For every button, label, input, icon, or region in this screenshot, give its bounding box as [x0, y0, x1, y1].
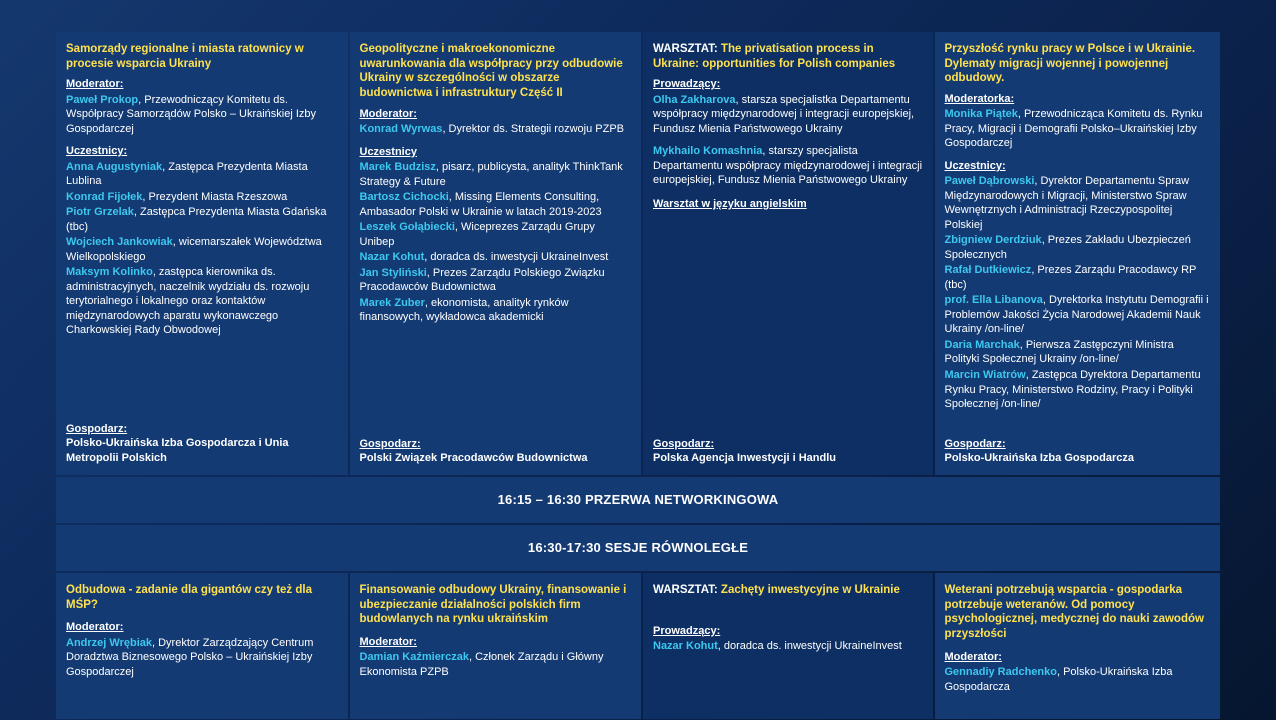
person-role: , Wiceprezes Zarządu Grupy Unibep — [359, 221, 595, 248]
participant-entry — [66, 265, 338, 338]
person-role: , Pierwsza Zastępczyni Ministra Polityki Społecznej Ukrainy /on-line/ — [944, 338, 1174, 366]
moderator-label: Moderatorka: — [944, 93, 1015, 106]
participant-entry — [360, 190, 632, 219]
person-name: Rafał Dutkiewicz — [944, 264, 1032, 277]
lead-entry — [653, 144, 923, 188]
participant-entry — [66, 160, 338, 189]
person-name: Zbigniew Derdziuk — [944, 234, 1042, 247]
moderator-entry — [66, 93, 338, 137]
person-name: Konrad Wyrwas — [359, 123, 443, 136]
person-role: , Dyrektor ds. Strategii rozwoju PZPB — [442, 123, 624, 136]
person-name: Damian Kaźmierczak — [359, 651, 469, 664]
person-role: , Przewodniczący Komitetu ds. Współpracy Samorządów Polsko – Ukraińskiej Izby Gospodarczej — [66, 93, 317, 135]
session-title: Finansowanie odbudowy Ukrainy, finansowanie i ubezpieczanie działalności polskich firm budowlanych na rynku ukraińskim — [359, 584, 627, 626]
session-card-zachety-workshop — [643, 573, 933, 719]
person-name: Konrad Fijołek — [66, 190, 143, 203]
bottom-session-row — [56, 573, 1220, 719]
session-card-weterani — [935, 573, 1221, 719]
participant-entry — [945, 368, 1211, 412]
person-role: , Prezes Zarządu Polskiego Związku Pracodawców Budownictwa — [359, 266, 605, 294]
person-name: Piotr Grzelak — [66, 206, 134, 219]
person-role: , Zastępca Dyrektora Departamentu Rynku Pracy, Ministerstwo Rodziny, Pracy i Polityki Społecznej /on-line/ — [944, 369, 1201, 411]
participant-entry — [360, 266, 632, 295]
session-title-main: The privatisation process in Ukraine: opportunities for Polish companies — [653, 43, 896, 70]
host-label: Gospodarz: — [359, 437, 421, 450]
workshop-label: WARSZTAT: — [653, 43, 718, 55]
session-title-main: Zachęty inwestycyjne w Ukrainie — [717, 584, 900, 596]
person-name: Nazar Kohut — [653, 640, 718, 653]
person-name: Maksym Kolinko — [66, 266, 153, 279]
moderator-label: Moderator: — [359, 107, 417, 120]
session-title — [653, 42, 923, 71]
host-value: Polsko-Ukraińska Izba Gospodarcza — [944, 451, 1135, 464]
person-name: Mykhailo Komashnia — [653, 145, 763, 158]
person-role: , Polsko-Ukraińska Izba Gospodarcza — [944, 666, 1173, 693]
host-value: Polski Związek Pracodawców Budownictwa — [359, 451, 588, 464]
session-card-geopolityczne — [350, 32, 642, 475]
person-role: , Dyrektor Departamentu Spraw Międzynarodowych i Migracji, Ministerstwo Spraw Wewnętrznych i Administracji Rzeczypospolitej Polskiej — [944, 175, 1190, 231]
participant-entry — [945, 293, 1211, 337]
person-role: , Prezydent Miasta Rzeszowa — [142, 190, 288, 203]
lead-entry — [653, 93, 923, 137]
host-block — [360, 438, 632, 465]
person-name: Paweł Prokop — [66, 93, 139, 106]
session-title — [360, 42, 632, 101]
person-name: Leszek Gołąbiecki — [359, 221, 455, 234]
person-name: Olha Zakharova — [653, 93, 736, 106]
person-role: , Missing Elements Consulting, Ambasador Polski w Ukrainie w latach 2019-2023 — [359, 191, 602, 218]
session-card-rynek-pracy — [935, 32, 1221, 475]
person-name: Jan Styliński — [359, 266, 427, 279]
person-role: , ekonomista, analityk rynków finansowych, wykładowca akademicki — [359, 296, 569, 324]
session-title — [653, 583, 923, 598]
participant-entry — [360, 250, 632, 265]
session-card-finansowanie — [350, 573, 642, 719]
person-name: Paweł Dąbrowski — [944, 175, 1035, 188]
person-role: , Dyrektor Zarządzający Centrum Doradztwa Biznesowego Polsko – Ukraińskiej Izby Gospodarczej — [66, 636, 314, 678]
leads-label: Prowadzący: — [653, 624, 721, 637]
person-name: Gennadiy Radchenko — [944, 666, 1057, 679]
moderator-label: Moderator: — [66, 78, 124, 91]
person-name: Marek Zuber — [359, 296, 425, 309]
moderator-label: Moderator: — [944, 650, 1002, 663]
participant-entry — [945, 263, 1211, 292]
host-block — [945, 438, 1211, 465]
host-value: Polsko-Ukraińska Izba Gospodarcza i Unia Metropolii Polskich — [66, 437, 289, 464]
participant-entry — [66, 235, 338, 264]
agenda-slide — [56, 32, 1220, 720]
person-role: , starszy specjalista Departamentu współpracy międzynarodowej i integracji europejskiej, Fundusz Mienia Państwowego Ukrainy — [653, 145, 923, 187]
break-banner: 16:15 – 16:30 PRZERWA NETWORKINGOWA — [56, 477, 1220, 523]
person-role: , pisarz, publicysta, analityk ThinkTank Strategy & Future — [359, 160, 623, 188]
participants-label: Uczestnicy: — [944, 160, 1006, 172]
participants-label: Uczestnicy: — [66, 145, 128, 158]
person-role: , Prezes Zakładu Ubezpieczeń Społecznych — [944, 234, 1191, 261]
person-role: , Zastępca Prezydenta Miasta Lublina — [66, 160, 308, 188]
person-name: Monika Piątek — [944, 108, 1018, 121]
person-role: , starsza specjalistka Departamentu współpracy międzynarodowej i integracji europejskiej, Fundusz Mienia Państwowego Ukrainy — [653, 93, 915, 135]
moderator-entry — [66, 636, 338, 680]
session-title: Weterani potrzebują wsparcia - gospodarka potrzebuje weteranów. Od pomocy psychologicznej, medycznej do nauki zawodów przyszłości — [944, 584, 1204, 641]
participant-entry — [66, 190, 338, 205]
host-label: Gospodarz: — [66, 423, 128, 436]
top-session-row — [56, 32, 1220, 475]
workshop-label: WARSZTAT: — [653, 584, 718, 596]
person-name: Marek Budzisz — [359, 160, 436, 173]
host-label: Gospodarz: — [653, 437, 715, 450]
host-block — [66, 423, 338, 465]
participant-entry — [945, 233, 1211, 262]
person-name: Bartosz Cichocki — [359, 191, 449, 204]
person-role: , Prezes Zarządu Pracodawcy RP (tbc) — [944, 264, 1197, 291]
leads-label: Prowadzący: — [653, 78, 721, 91]
session-card-privatisation-workshop — [643, 32, 933, 475]
session-card-odbudowa-msp — [56, 573, 348, 719]
person-name: Andrzej Wrębiak — [66, 636, 152, 649]
person-name: Marcin Wiatrów — [944, 369, 1026, 381]
person-name: Daria Marchak — [944, 338, 1020, 351]
spacer — [653, 137, 923, 144]
participant-entry — [360, 296, 632, 325]
workshop-language-note: Warsztat w języku angielskim — [653, 197, 807, 210]
person-role: , wicemarszałek Województwa Wielkopolskiego — [66, 236, 322, 263]
person-role: , doradca ds. inwestycji UkraineInvest — [717, 640, 902, 653]
person-name: Wojciech Jankowiak — [66, 236, 173, 249]
person-name: Anna Augustyniak — [66, 160, 163, 173]
host-label: Gospodarz: — [944, 437, 1006, 450]
person-role: , Dyrektorka Instytutu Demografii i Problemów Jakości Życia Narodowej Akademii Nauk Ukrainy /on-line/ — [944, 294, 1209, 336]
parallel-sessions-banner: 16:30-17:30 SESJE RÓWNOLEGŁE — [56, 525, 1220, 571]
participant-entry — [945, 174, 1211, 232]
person-role: , Zastępca Prezydenta Miasta Gdańska (tbc) — [66, 206, 327, 233]
participants-label: Uczestnicy — [359, 145, 417, 158]
person-role: , zastępca kierownika ds. administracyjnych, naczelnik wydziału ds. rozwoju terytorialnego i lokalnego oraz kontaktów międzynarodowych aparatu wykonawczego Charkowskiej Rady Obwodowej — [66, 266, 310, 337]
host-block — [653, 438, 923, 465]
moderator-entry — [945, 665, 1211, 694]
person-name: Nazar Kohut — [359, 251, 425, 264]
participant-entry — [360, 160, 632, 189]
session-title: Odbudowa - zadanie dla gigantów czy też dla MŚP? — [66, 584, 312, 611]
person-name: prof. Ella Libanova — [944, 294, 1043, 307]
moderator-entry — [945, 107, 1211, 151]
session-title: Samorządy regionalne i miasta ratownicy w procesie wsparcia Ukrainy — [66, 43, 304, 70]
moderator-entry — [360, 650, 632, 679]
session-title-main: Geopolityczne i makroekonomiczne uwarunkowania dla współpracy przy odbudowie Ukrainy w szczególności w obszarze budownictwa i infrastruktury — [359, 43, 623, 100]
person-role: , Przewodnicząca Komitetu ds. Rynku Pracy, Migracji i Demografii Polsko–Ukraińskiej Izby Gospodarczej — [944, 108, 1203, 150]
participant-entry — [945, 338, 1211, 367]
moderator-entry — [360, 122, 632, 137]
moderator-label: Moderator: — [359, 636, 417, 649]
session-title: Przyszłość rynku pracy w Polsce i w Ukrainie. Dylematy migracji wojennej i powojennej odbudowy. — [944, 43, 1196, 85]
person-role: , Członek Zarządu i Główny Ekonomista PZPB — [359, 651, 604, 678]
lead-entry — [653, 639, 923, 654]
host-value: Polska Agencja Inwestycji i Handlu — [653, 451, 836, 464]
participant-entry — [66, 205, 338, 234]
participant-entry — [360, 220, 632, 249]
person-role: , doradca ds. inwestycji UkraineInvest — [424, 251, 609, 264]
session-title-part2: Część II — [519, 87, 563, 100]
session-card-samorzady — [56, 32, 348, 475]
moderator-label: Moderator: — [66, 621, 124, 634]
